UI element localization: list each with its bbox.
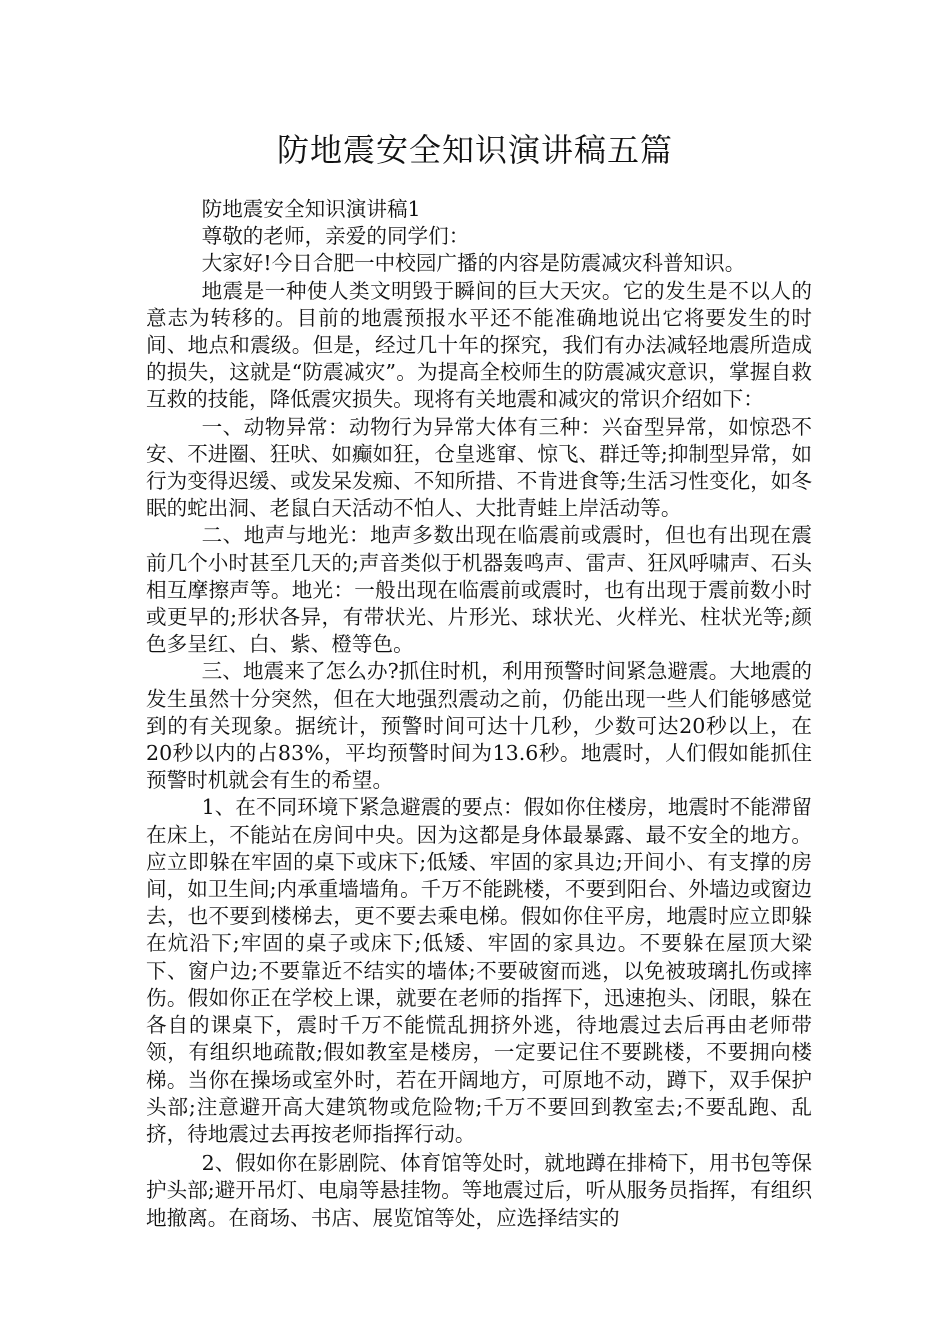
paragraph-speech-heading: 防地震安全知识演讲稿1 <box>201 197 421 221</box>
document-title: 防地震安全知识演讲稿五篇 <box>276 131 673 169</box>
paragraph-public-places: 2、假如你在影剧院、体育馆等处时，就地蹲在排椅下，用书包等保护头部;避开吊灯、电扇等悬挂物。等地震过后，听从服务员指挥，有组织地撤离。在商场、书店、展览馆等处，应选择结实的 <box>146 1151 812 1230</box>
paragraph-animal-anomaly: 一、动物异常：动物行为异常大体有三种：兴奋型异常，如惊恐不安、不进圈、狂吠、如癫如狂，仓皇逃窜、惊飞、群迁等;抑制型异常，如行为变得迟缓、或发呆发痴、不知所措、不肯进食等;生活习性变化，如冬眠的蛇出洞、老鼠白天活动不怕人、大批青蛙上岸活动等。 <box>146 414 812 521</box>
paragraph-intro: 地震是一种使人类文明毁于瞬间的巨大天灾。它的发生是不以人的意志为转移的。目前的地震预报水平还不能准确地说出它将要发生的时间、地点和震级。但是，经过几十年的探究，我们有办法减轻地震所造成的损失，这就是“防震减灾”。为提高全校师生的防震减灾意识，掌握自救互救的技能，降低震灾损失。现将有关地震和减灾的常识介绍如下： <box>146 278 812 412</box>
paragraph-salutation: 尊敬的老师，亲爱的同学们： <box>201 224 470 249</box>
paragraph-sound-light: 二、地声与地光：地声多数出现在临震前或震时，但也有出现在震前几个小时甚至几天的;声音类似于机器轰鸣声、雷声、狂风呼啸声、石头相互摩擦声等。地光：一般出现在临震前或震时，也有出现于震前数小时或更早的;形状各异，有带状光、片形光、球状光、火样光、柱状光等;颜色多呈红、白、紫、橙等色。 <box>146 523 812 657</box>
document-body <box>146 196 812 1232</box>
paragraph-what-to-do: 三、地震来了怎么办?抓住时机，利用预警时间紧急避震。大地震的发生虽然十分突然，但在大地强烈震动之前，仍能出现一些人们能够感觉到的有关现象。据统计，预警时间可达十几秒，少数可达20秒以上，在20秒以内的占83%，平均预警时间为13.6秒。地震时，人们假如能抓住预警时机就会有生的希望。 <box>146 659 812 793</box>
paragraph-greeting: 大家好!今日合肥一中校园广播的内容是防震减灾科普知识。 <box>201 251 746 276</box>
paragraph-emergency-points: 1、在不同环境下紧急避震的要点：假如你住楼房，地震时不能滞留在床上，不能站在房间中央。因为这都是身体最暴露、最不安全的地方。应立即躲在牢固的桌下或床下;低矮、牢固的家具边;开间小、有支撑的房间，如卫生间;内承重墙墙角。千万不能跳楼，不要到阳台、外墙边或窗边去，也不要到楼梯去，更不要去乘电梯。假如你住平房，地震时应立即躲在炕沿下;牢固的桌子或床下;低矮、牢固的家具边。不要躲在屋顶大梁下、窗户边;不要靠近不结实的墙体;不要破窗而逃，以免被玻璃扎伤或摔伤。假如你正在学校上课，就要在老师的指挥下，迅速抱头、闭眼，躲在各自的课桌下，震时千万不能慌乱拥挤外逃，待地震过去后再由老师带领，有组织地疏散;假如教室是楼房，一定要记住不要跳楼，不要拥向楼梯。当你在操场或室外时，若在开阔地方，可原地不动，蹲下，双手保护头部;注意避开高大建筑物或危险物;千万不要回到教室去;不要乱跑、乱挤，待地震过去再按老师指挥行动。 <box>146 795 812 1146</box>
